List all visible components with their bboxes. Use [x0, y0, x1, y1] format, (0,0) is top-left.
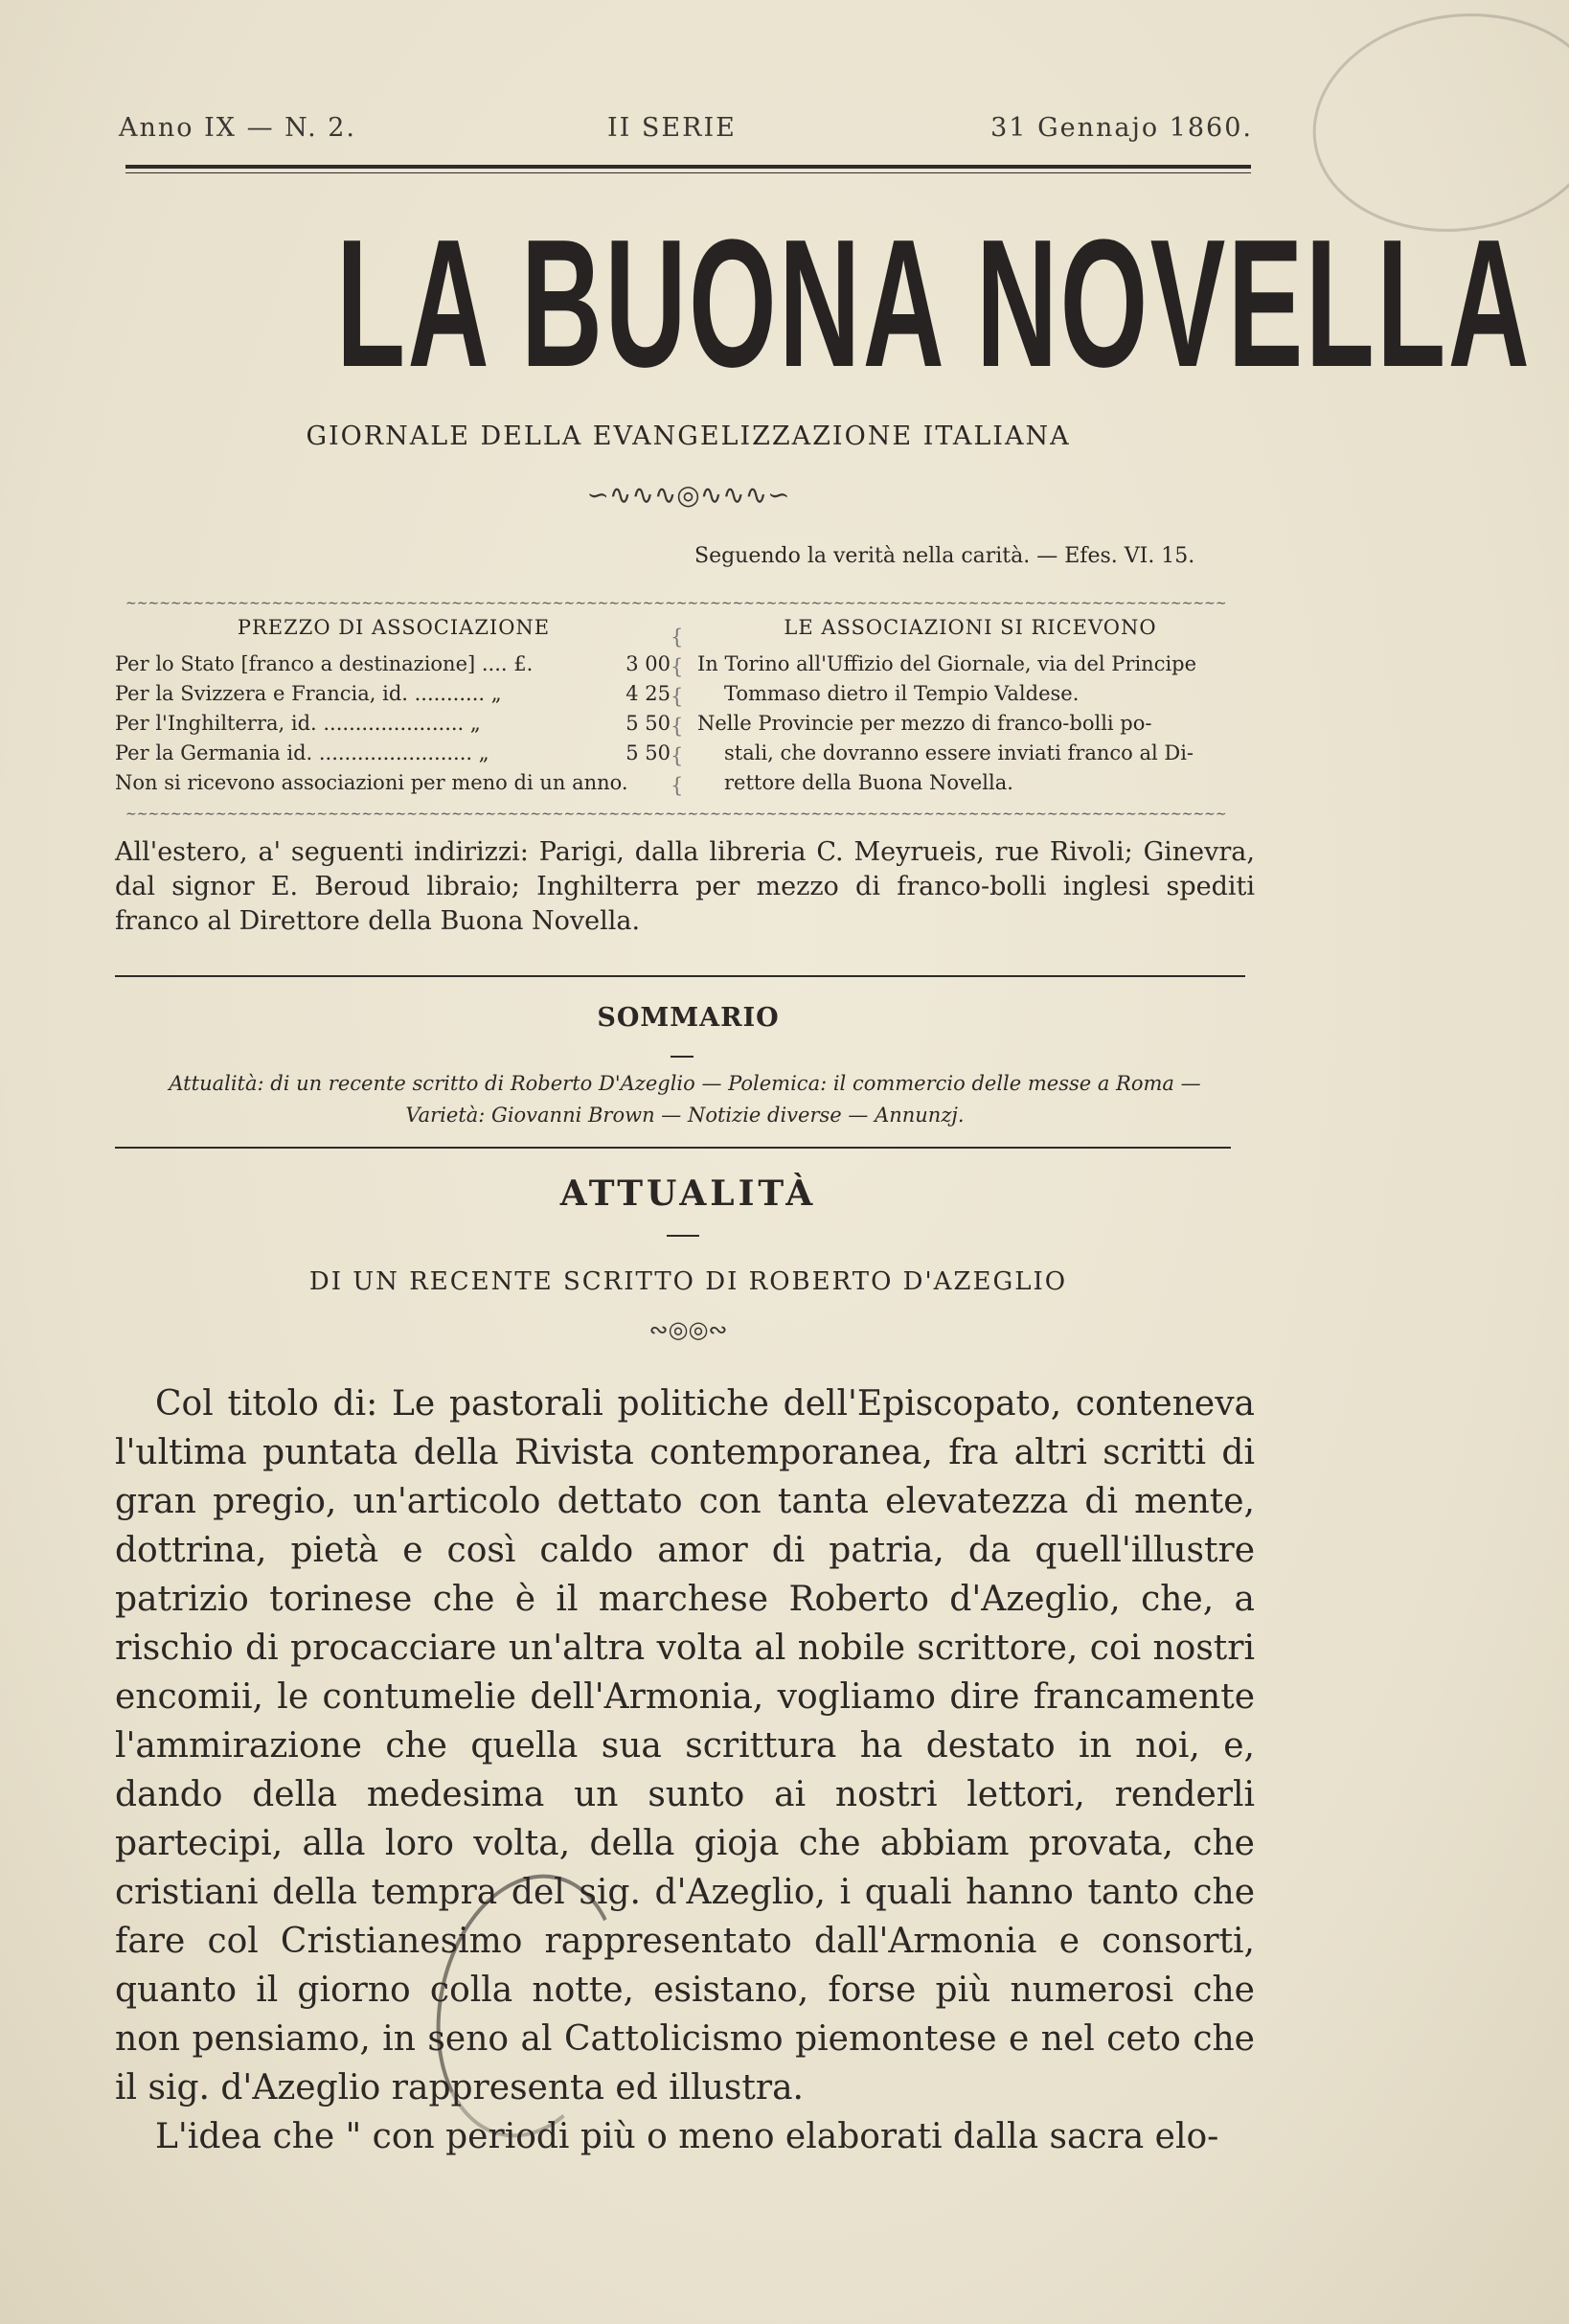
column-brace: { { { { { { — [671, 626, 684, 797]
price-heading: PREZZO DI ASSOCIAZIONE — [237, 616, 551, 639]
issue-date: 31 Gennajo 1860. — [990, 113, 1253, 143]
series-label: II SERIE — [607, 113, 737, 143]
summary-line-2: Varietà: Giovanni Brown — Notizie diverse — Annunzj. — [405, 1104, 965, 1127]
article-paragraph: Col titolo di: Le pastorali politiche dell'Episcopato, conteneva l'ultima puntata della Rivista contemporanea, fra altri scritti di gran pregio, un'articolo dettato con tanta elevatezza di mente, dottrina, pietà e così caldo amor di patria, da quell'illustre patrizio torinese che è il marchese Roberto d'Azeglio, che, a rischio di procacciare un'altra volta al nobile scrittore, coi nostri encomii, le contumelie dell'Armonia, vogliamo dire francamente l'ammirazione che quella sua scrittura ha destato in noi, e, dando della medesima un sunto ai nostri lettori, renderli partecipi, alla loro volta, della gioja che abbiam provata, che cristiani della tempra del sig. d'Azeglio, i quali hanno tanto che fare col Cristianesimo rappresentato dall'Armonia e consorti, quanto il giorno colla notte, esistano, forse più numerosi che non pensiamo, in seno al Cattolicismo piemontese e nel ceto che il sig. d'Azeglio rappresenta ed illustra. — [115, 1384, 1255, 2108]
assoc-line: Nelle Provincie per mezzo di franco-bolli po- — [697, 712, 1152, 735]
price-list — [115, 649, 671, 798]
article-title: DI UN RECENTE SCRITTO DI ROBERTO D'AZEGLIO — [308, 1267, 1068, 1296]
assoc-heading: LE ASSOCIAZIONI SI RICEVONO — [784, 616, 1157, 639]
ornament-flourish: ∽∿∿∿◎∿∿∿∽ — [586, 479, 790, 511]
header-rule-thick — [125, 165, 1251, 169]
wavy-divider-bottom: ∼∼∼∼∼∼∼∼∼∼∼∼∼∼∼∼∼∼∼∼∼∼∼∼∼∼∼∼∼∼∼∼∼∼∼∼∼∼∼∼∼∼∼∼∼∼∼∼∼∼∼∼∼∼∼∼∼∼∼∼∼∼∼∼∼∼∼∼∼∼∼∼∼∼∼∼∼∼∼∼∼∼∼∼∼∼∼∼∼∼∼∼∼∼∼∼∼∼ — [125, 810, 1227, 818]
assoc-line: In Torino all'Uffizio del Giornale, via del Principe — [697, 652, 1197, 675]
price-row: Per l'Inghilterra, id. ...................... „ 5 50 — [115, 712, 671, 735]
wavy-divider-top: ∼∼∼∼∼∼∼∼∼∼∼∼∼∼∼∼∼∼∼∼∼∼∼∼∼∼∼∼∼∼∼∼∼∼∼∼∼∼∼∼∼∼∼∼∼∼∼∼∼∼∼∼∼∼∼∼∼∼∼∼∼∼∼∼∼∼∼∼∼∼∼∼∼∼∼∼∼∼∼∼∼∼∼∼∼∼∼∼∼∼∼∼∼∼∼∼∼∼ — [125, 600, 1227, 607]
article-body — [115, 1379, 1255, 2161]
header-rule-thin — [125, 172, 1251, 173]
summary-text — [115, 1068, 1255, 1131]
masthead-title: LA BUONA NOVELLA — [336, 202, 1533, 405]
assoc-line: rettore della Buona Novella. — [724, 771, 1013, 794]
masthead-motto: Seguendo la verità nella carità. — Efes. VI. 15. — [694, 544, 1195, 568]
summary-dash — [671, 1056, 694, 1058]
assoc-list — [697, 649, 1253, 798]
assoc-line: stali, che dovranno essere inviati franco al Di- — [724, 741, 1194, 764]
summary-line-1: Attualità: di un recente scritto di Roberto D'Azeglio — Polemica: il commercio delle messe a Roma — — [169, 1072, 1201, 1095]
section-heading: ATTUALITÀ — [559, 1173, 817, 1214]
article-paragraph: L'idea che " con periodi più o meno elaborati dalla sacra elo- — [155, 2117, 1219, 2156]
price-row: Per la Svizzera e Francia, id. ........... „ 4 25 — [115, 682, 671, 705]
issue-number: Anno IX — N. 2. — [119, 113, 356, 143]
section-dash — [667, 1235, 699, 1237]
price-row: Per lo Stato [franco a destinazione] .... £. 3 00 — [115, 652, 671, 675]
summary-heading: SOMMARIO — [597, 1003, 780, 1033]
price-note: Non si ricevono associazioni per meno di un anno. — [115, 771, 628, 794]
ornament-small: ∾◎◎∾ — [648, 1316, 728, 1343]
divider-rule — [115, 975, 1245, 977]
divider-rule-2 — [115, 1147, 1231, 1149]
foreign-subscriptions: All'estero, a' seguenti indirizzi: Parigi, dalla libreria C. Meyrueis, rue Rivoli; Ginevra, dal signor E. Beroud libraio; Inghilterra per mezzo di franco-bolli inglesi spediti franco al Direttore della Buona Novella. — [115, 837, 1255, 936]
assoc-line: Tommaso dietro il Tempio Valdese. — [724, 682, 1080, 705]
masthead-subtitle: GIORNALE DELLA EVANGELIZZAZIONE ITALIANA — [306, 422, 1071, 451]
price-row: Per la Germania id. ........................ „ 5 50 — [115, 741, 671, 764]
